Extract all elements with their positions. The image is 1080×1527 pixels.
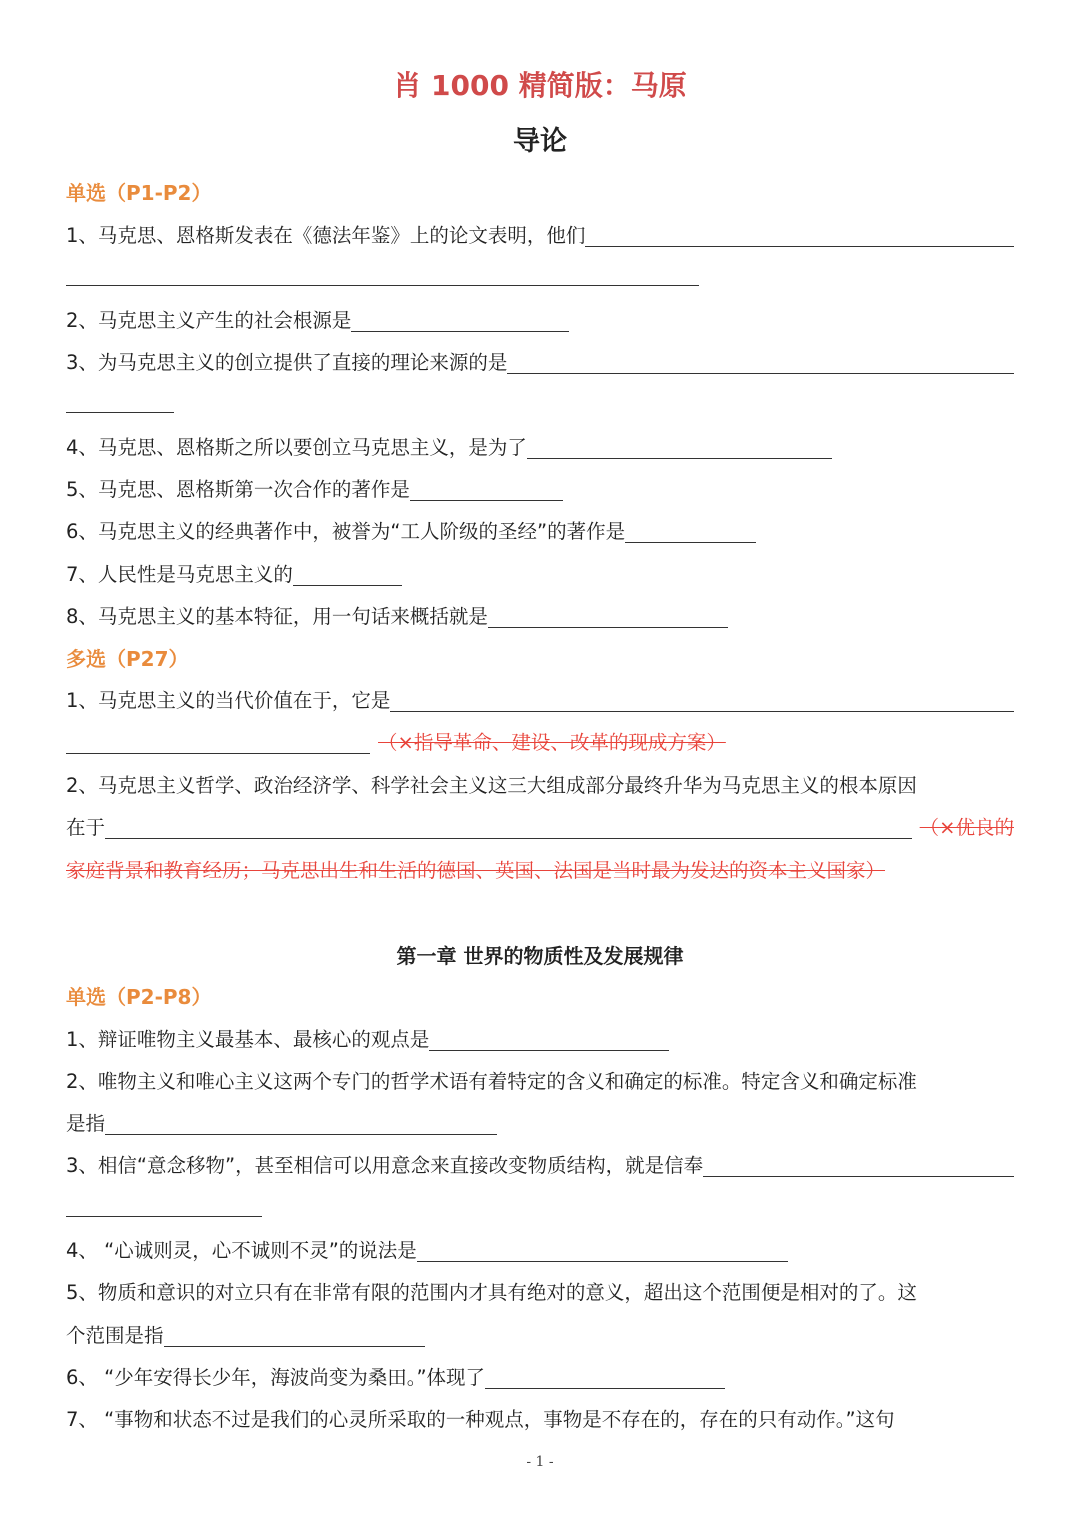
answer-blank[interactable] [625, 520, 756, 543]
answer-blank[interactable] [410, 478, 563, 501]
question-text: 2、马克思主义哲学、政治经济学、科学社会主义这三大组成部分最终升华为马克思主义的根本原因 [66, 774, 917, 797]
answer-blank[interactable] [485, 1366, 725, 1389]
question-line [66, 475, 1014, 505]
question-text: 3、相信“意念移物”，甚至相信可以用意念来直接改变物质结构，就是信奉 [66, 1154, 704, 1177]
question-line [66, 560, 1014, 590]
answer-blank[interactable] [351, 309, 569, 332]
question-line [66, 390, 1014, 417]
question-text: 在于 [66, 816, 106, 839]
question-line [66, 1194, 1014, 1221]
question-text: 是指 [66, 1112, 106, 1135]
answer-blank[interactable] [488, 605, 728, 628]
question-text: 2、马克思主义产生的社会根源是 [66, 309, 352, 332]
wrong-option-note: （×指导革命、建设、改革的现成方案） [378, 731, 726, 754]
document-title: 肖 1000 精简版：马原 [393, 69, 687, 102]
question-text: 个范围是指 [66, 1324, 164, 1347]
question-line [66, 221, 1014, 251]
question-text: 8、马克思主义的基本特征，用一句话来概括就是 [66, 605, 488, 628]
chapter-title: 第一章 世界的物质性及发展规律 [396, 944, 684, 968]
answer-blank[interactable] [429, 1028, 669, 1051]
wrong-option-note: （×优良的 [919, 816, 1014, 839]
answer-blank[interactable] [390, 689, 1014, 712]
question-line [66, 813, 1014, 843]
question-line [66, 517, 1014, 547]
answer-blank[interactable] [585, 224, 1014, 247]
question-line [66, 433, 1014, 463]
question-line [66, 1025, 1014, 1055]
multi-choice-heading: 多选（P27） [66, 647, 189, 671]
question-line [66, 771, 1014, 801]
answer-blank[interactable] [703, 1154, 1014, 1177]
question-line [66, 1363, 1014, 1393]
question-line [66, 1405, 1014, 1435]
answer-blank[interactable] [527, 436, 832, 459]
question-text: 2、唯物主义和唯心主义这两个专门的哲学术语有着特定的含义和确定的标准。特定含义和确定标准 [66, 1070, 917, 1093]
answer-blank[interactable] [66, 731, 370, 754]
answer-blank[interactable] [507, 351, 1014, 374]
question-text: 4、马克思、恩格斯之所以要创立马克思主义，是为了 [66, 436, 527, 459]
question-line [66, 1236, 1014, 1266]
question-line [66, 1321, 1014, 1351]
answer-blank[interactable] [66, 390, 174, 413]
answer-blank[interactable] [417, 1239, 788, 1262]
question-text: 6、 “少年安得长少年，海波尚变为桑田。”体现了 [66, 1366, 486, 1389]
question-text: 1、辩证唯物主义最基本、最核心的观点是 [66, 1028, 430, 1051]
question-line [66, 856, 1014, 886]
question-line [66, 1109, 1014, 1139]
question-line [66, 348, 1014, 378]
answer-blank[interactable] [105, 816, 912, 839]
wrong-option-note: 家庭背景和教育经历；马克思出生和生活的德国、英国、法国是当时最为发达的资本主义国家） [66, 859, 886, 882]
question-line [66, 1067, 1014, 1097]
question-text: 1、马克思、恩格斯发表在《德法年鉴》上的论文表明，他们 [66, 224, 586, 247]
question-line [66, 728, 1014, 758]
question-text: 5、马克思、恩格斯第一次合作的著作是 [66, 478, 410, 501]
question-line [66, 306, 1014, 336]
question-line [66, 1151, 1014, 1181]
question-line [66, 602, 1014, 632]
answer-blank[interactable] [66, 263, 699, 286]
question-text: 3、为马克思主义的创立提供了直接的理论来源的是 [66, 351, 508, 374]
answer-blank[interactable] [164, 1324, 425, 1347]
document-page [66, 0, 1014, 1527]
answer-blank[interactable] [105, 1112, 497, 1135]
question-text: 1、马克思主义的当代价值在于，它是 [66, 689, 391, 712]
question-line [66, 686, 1014, 716]
question-text: 4、 “心诚则灵，心不诚则不灵”的说法是 [66, 1239, 417, 1262]
question-line [66, 263, 1014, 290]
question-text: 7、 “事物和状态不过是我们的心灵所采取的一种观点，事物是不存在的，存在的只有动作。”这句 [66, 1408, 895, 1431]
question-text: 6、马克思主义的经典著作中，被誉为“工人阶级的圣经”的著作是 [66, 520, 626, 543]
single-choice-heading: 单选（P2-P8） [66, 985, 212, 1009]
single-choice-heading: 单选（P1-P2） [66, 181, 212, 205]
question-line [66, 1278, 1014, 1308]
section-title-introduction: 导论 [513, 126, 567, 157]
question-text: 5、物质和意识的对立只有在非常有限的范围内才具有绝对的意义，超出这个范围便是相对的了。这 [66, 1281, 917, 1304]
page-number: - 1 - [526, 1454, 554, 1470]
answer-blank[interactable] [66, 1194, 262, 1217]
answer-blank[interactable] [293, 563, 402, 586]
question-text: 7、人民性是马克思主义的 [66, 563, 293, 586]
